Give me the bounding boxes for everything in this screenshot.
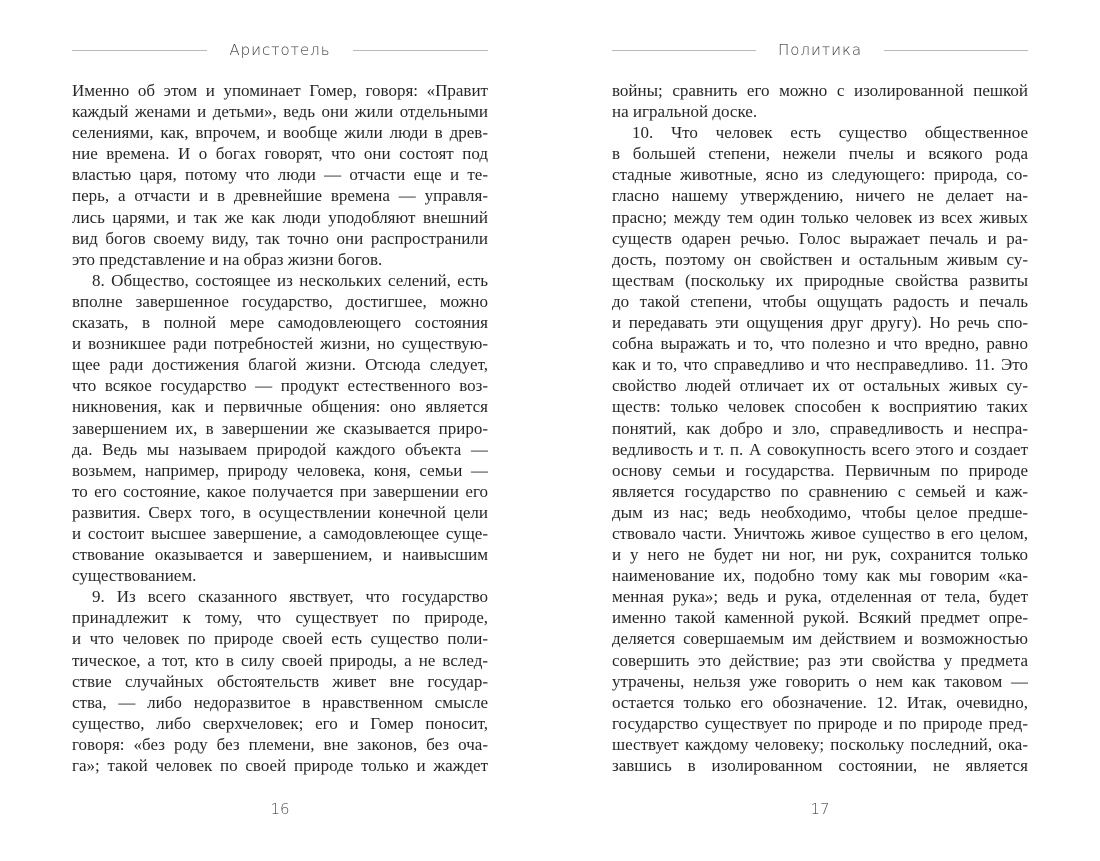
text-line: 9. Из всего сказанного явствует, что государство	[92, 587, 488, 607]
text-line: вид богов своему виду, так точно они распространили	[72, 228, 488, 248]
text-line: и что человек по природе своей есть существо поли-	[72, 629, 488, 649]
text-line: государство существует по природе и по природе пред-	[612, 713, 1028, 733]
text-line: является государство по сравнению с семьей и каж-	[612, 481, 1028, 501]
running-head-left	[72, 38, 488, 62]
text-line: стадные животные, ясно из следующего: природа, со-	[612, 165, 1028, 185]
text-line: на игральной доске.	[612, 102, 758, 122]
text-line: перь, а отчасти и в древнейшие времена — управля-	[72, 186, 488, 206]
text-line: развития. Сверх того, в осуществлении конечной цели	[72, 502, 488, 522]
text-line: ствие случайных обстоятельств живет вне государ-	[72, 671, 488, 691]
running-head-right	[612, 38, 1028, 62]
text-line: и у него не будет ни ног, ни рук, сохранится только	[612, 545, 1028, 565]
text-line: гласно нашему утверждению, ничего не делает на-	[612, 186, 1028, 206]
text-line: никновения, как и первичные общения: оно является	[72, 397, 488, 417]
header-rule-right	[884, 50, 1028, 51]
running-head-title: Аристотель	[229, 41, 331, 59]
right-page	[550, 0, 1100, 861]
text-line: деляется совершаемым им действием и возможностью	[612, 629, 1028, 649]
text-line: ствовало части. Уничтожь живое существо в его целом,	[612, 523, 1028, 543]
text-line: и состоит высшее завершение, а самодовлеющее суще-	[72, 523, 488, 543]
text-line: собна выражать и то, что полезно и что вредно, равно	[612, 334, 1028, 354]
text-line: лись царями, и так же как люди уподобляют внешний	[72, 207, 488, 227]
body-text-right	[612, 80, 1028, 776]
text-line: завершением их, в завершении же сказывается приро-	[72, 418, 488, 438]
text-line: ществ: только человек способен к восприятию таких	[612, 397, 1028, 417]
text-line: говоря: «без роду без племени, вне законов, без оча-	[72, 734, 488, 754]
text-line: ществам (поскольку их природные свойства развиты	[612, 270, 1028, 290]
text-line: утрачены, нельзя уже говорить о нем как таковом —	[612, 671, 1028, 691]
text-line: существ одарен речью. Голос выражает печаль и ра-	[612, 228, 1028, 248]
text-line: принадлежит к тому, что существует по природе,	[72, 608, 488, 628]
text-line: га»; такой человек по своей природе только и жаждет	[72, 756, 488, 775]
text-line: и передавать эти ощущения друг другу). Но речь спо-	[612, 313, 1028, 333]
text-line: ведливость и т. п. А совокупность всего этого и создает	[612, 439, 1028, 459]
text-line: прасно; между тем один только человек из всех живых	[612, 207, 1028, 227]
text-line: до такой степени, чтобы ощущать радость и печаль	[612, 291, 1028, 311]
text-line: понятий, как добро и зло, справедливость и неспра-	[612, 418, 1028, 438]
text-line: селениями, как, впрочем, и вообще жили люди в древ-	[72, 123, 488, 143]
page-number-left: 16	[270, 800, 290, 818]
text-line: именно такой каменной рукой. Всякий предмет опре-	[612, 608, 1028, 628]
text-line: совершить это действие; раз эти свойства у предмета	[612, 650, 1028, 670]
text-line: остается только его обозначение. 12. Итак, очевидно,	[612, 692, 1028, 712]
text-line: войны; сравнить его можно с изолированной пешкой	[612, 81, 1028, 100]
text-line: тическое, а тот, кто в силу своей природы, а не вслед-	[72, 650, 488, 670]
text-line: наименование их, подобно тому как мы говорим «ка-	[612, 566, 1028, 586]
text-line: ства, — либо недоразвитое в нравственном смысле	[72, 692, 488, 712]
text-line: ствование оказывается и завершением, и наивысшим	[72, 545, 488, 565]
text-line: каждый женами и детьми», ведь они жили отдельными	[72, 102, 488, 122]
text-line: это представление и на образ жизни богов.	[72, 249, 383, 269]
text-line: возьмем, например, природу человека, коня, семьи —	[72, 460, 488, 480]
page-number-right: 17	[810, 800, 830, 818]
text-line: 10. Что человек есть существо общественное	[632, 123, 1028, 143]
header-rule-left	[72, 50, 207, 51]
text-line: менная рука»; ведь и рука, отделенная от тела, будет	[612, 587, 1028, 607]
text-line: Именно об этом и упоминает Гомер, говоря: «Правит	[72, 81, 488, 100]
text-line: дым из нас; ведь необходимо, чтобы целое предше-	[612, 502, 1028, 522]
body-text-left	[72, 80, 488, 776]
text-line: существованием.	[72, 566, 197, 586]
running-head-title: Политика	[777, 41, 863, 59]
text-line: властью царя, потому что люди — отчасти еще и те-	[72, 165, 488, 185]
text-line: 8. Общество, состоящее из нескольких селений, есть	[92, 270, 488, 290]
text-line: шествует каждому человеку; поскольку последний, ока-	[612, 734, 1028, 754]
header-rule-left	[612, 50, 756, 51]
text-line: щее ради достижения благой жизни. Отсюда следует,	[72, 355, 488, 375]
text-line: ние времена. И о богах говорят, что они состоят под	[72, 144, 488, 164]
text-line: что всякое государство — продукт естественного воз-	[72, 376, 488, 396]
text-line: как и то, что справедливо и что несправедливо. 11. Это	[612, 355, 1028, 375]
text-line: да. Ведь мы называем природой каждого объекта —	[72, 439, 488, 459]
text-line: то его состояние, какое получается при завершении его	[72, 481, 488, 501]
text-line: основу семьи и государства. Первичным по природе	[612, 460, 1028, 480]
header-rule-right	[353, 50, 488, 51]
text-line: и возникшее ради потребностей жизни, но существую-	[72, 334, 488, 354]
text-line: в большей степени, нежели пчелы и всякого рода	[612, 144, 1028, 164]
text-line: дость, поэтому он свойствен и остальным живым су-	[612, 249, 1028, 269]
text-line: существо, либо сверхчеловек; его и Гомер поносит,	[72, 713, 488, 733]
text-line: вполне завершенное государство, достигшее, можно	[72, 291, 488, 311]
text-line: свойство людей отличает их от остальных живых су-	[612, 376, 1028, 396]
text-line: сказать, в полной мере самодовлеющего состояния	[72, 313, 488, 333]
text-line: завшись в изолированном состоянии, не является	[612, 756, 1028, 775]
